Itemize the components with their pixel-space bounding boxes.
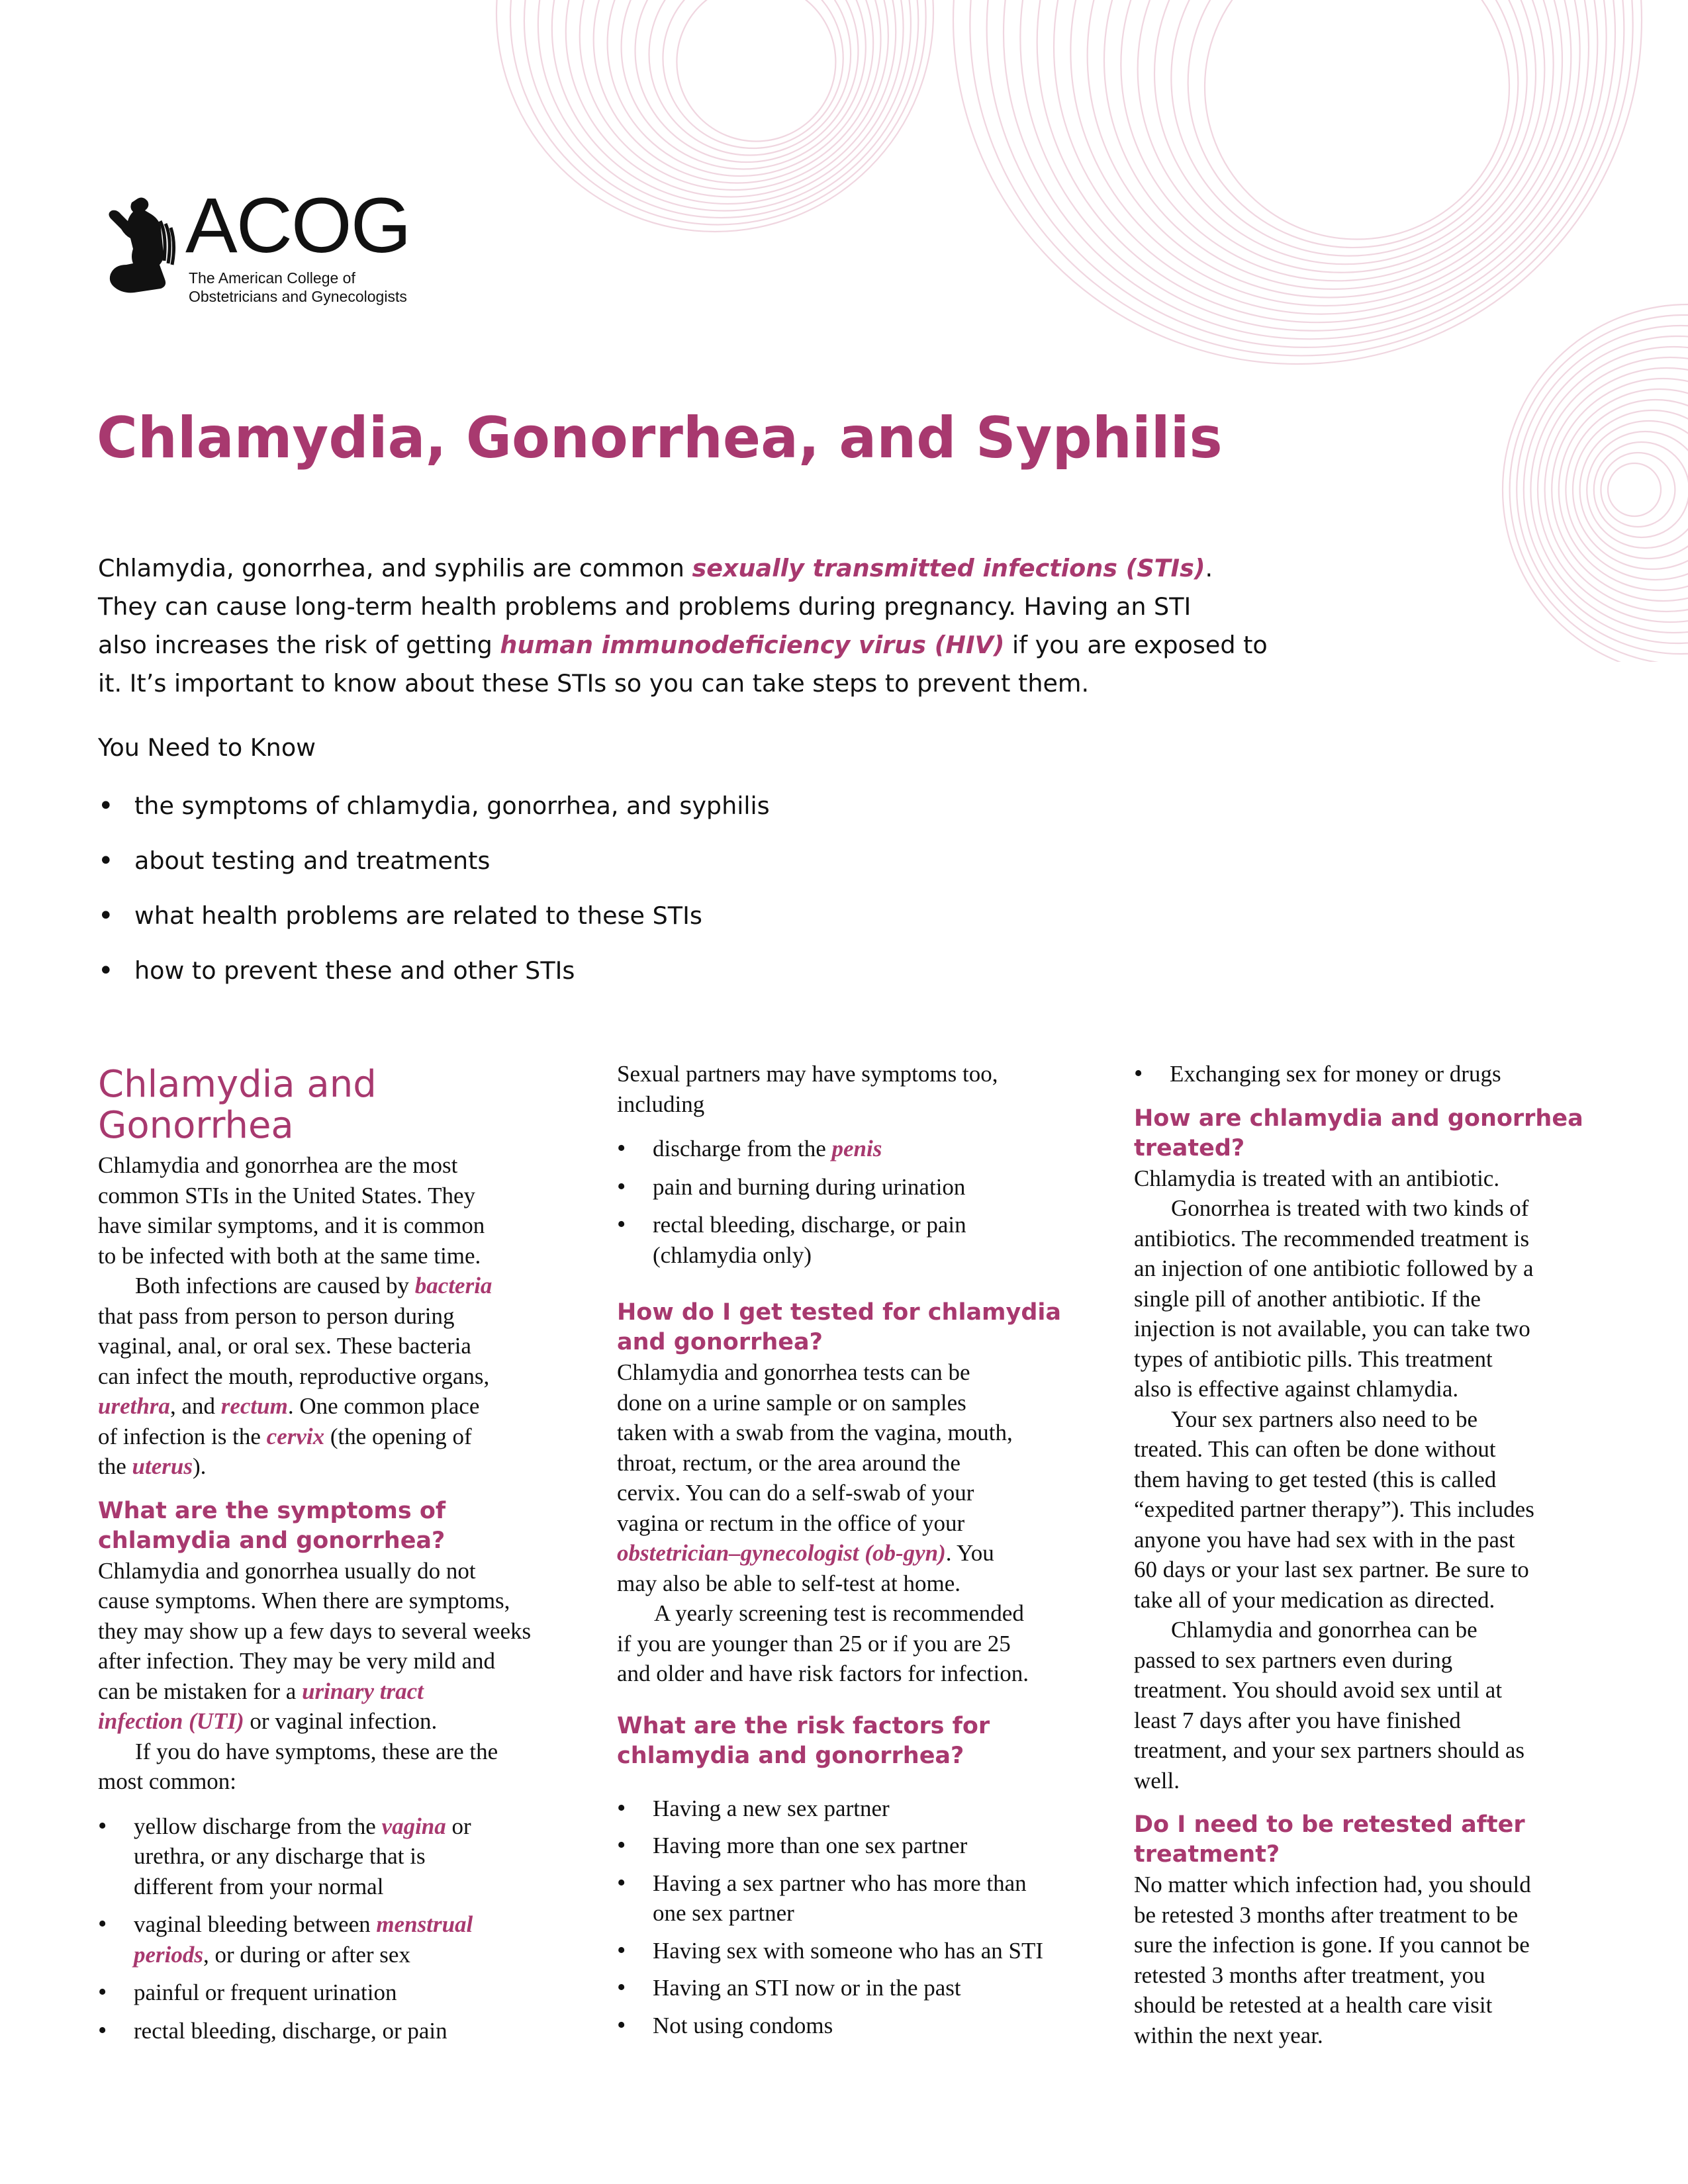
logo-subtitle (189, 269, 407, 306)
decorative-arc (1580, 421, 1688, 559)
text-line (98, 1391, 561, 1422)
subheading-testing (617, 1298, 1080, 1357)
text: can be mistaken for a (98, 1678, 303, 1704)
text-line: Chlamydia and gonorrhea usually do not (98, 1557, 476, 1584)
text-line: • painful or frequent urination (134, 1979, 397, 2005)
intro-line: it. It’s important to know about these STIs so you can take steps to prevent them. (98, 669, 1090, 698)
risk-factors-list (617, 1794, 1080, 2041)
text-line: have similar symptoms, and it is common (98, 1212, 485, 1238)
text-line: “expedited partner therapy”). This includes (1134, 1496, 1534, 1522)
text: yellow discharge from the (134, 1813, 382, 1839)
text-line: No matter which infection had, you should (1134, 1872, 1531, 1897)
glossary-link-uti[interactable]: urinary tract (302, 1678, 424, 1704)
paragraph (1134, 1404, 1597, 1615)
text-line: A yearly screening test is recommended (654, 1600, 1024, 1626)
text-line (98, 1676, 561, 1707)
text-line: • Not using condoms (653, 2012, 833, 2038)
acog-logo (99, 182, 424, 310)
decorative-arc (608, 0, 874, 176)
text-line: can infect the mouth, reproductive organs, (98, 1363, 490, 1389)
list-item (98, 1978, 561, 2008)
text-line: done on a urine sample or on samples (617, 1389, 966, 1416)
text-line: may also be able to self-test at home. (617, 1570, 961, 1596)
decorative-arc (1608, 463, 1661, 516)
paragraph (98, 1556, 561, 1737)
list-item (617, 1210, 1080, 1270)
text-line (134, 1909, 561, 1940)
text-line (653, 1134, 1080, 1164)
text-line: Gonorrhea is treated with two kinds of (1171, 1195, 1529, 1221)
text-line: within the next year. (1134, 2022, 1323, 2048)
heading-line: How are chlamydia and gonorrhea (1134, 1105, 1583, 1132)
paragraph (1134, 1163, 1597, 1194)
glossary-link-bacteria[interactable]: bacteria (414, 1273, 492, 1298)
text-line: Chlamydia and gonorrhea are the most (98, 1152, 458, 1178)
logo-subtitle-line-1: The American College of (189, 269, 355, 287)
text: also increases the risk of getting (98, 631, 500, 659)
text-line: treatment. You should avoid sex until at (1134, 1677, 1503, 1703)
list-item (617, 1868, 1080, 1929)
heading-line: What are the symptoms of (98, 1497, 446, 1524)
text-line: should be retested at a health care visit (1134, 1992, 1493, 2018)
text: . One common place (287, 1393, 480, 1419)
glossary-link-vagina[interactable]: vagina (381, 1813, 446, 1839)
heading-line: What are the risk factors for (617, 1712, 990, 1739)
symptoms-list (98, 1811, 561, 2046)
text-line: one sex partner (653, 1900, 794, 1926)
decorative-arc (970, 0, 1632, 355)
text: or vaginal infection. (244, 1708, 438, 1734)
heading-line: How do I get tested for chlamydia (617, 1299, 1062, 1326)
mother-child-figure-icon (99, 195, 185, 300)
section-heading (98, 1064, 561, 1146)
text-line: be retested 3 months after treatment to be (1134, 1901, 1519, 1928)
text: or (445, 1813, 471, 1839)
list-item (98, 2016, 561, 2046)
text-line: injection is not available, you can take two (1134, 1316, 1530, 1342)
heading-line: treatment? (1134, 1841, 1280, 1868)
logo-wordmark: ACOG (185, 182, 410, 269)
text-line: • Having sex with someone who has an STI (653, 1937, 1044, 1964)
intro-line (98, 626, 1268, 664)
list-item (617, 1134, 1080, 1164)
text-line: most common: (98, 1768, 237, 1794)
partner-symptoms-list (617, 1134, 1080, 1270)
text-line: • Having more than one sex partner (653, 1833, 968, 1858)
logo-subtitle-line-2: Obstetricians and Gynecologists (189, 288, 407, 305)
paragraph (1134, 1615, 1597, 1796)
list-item (617, 1973, 1080, 2003)
text-line: • Having a sex partner who has more than (653, 1870, 1027, 1896)
glossary-link-urethra[interactable]: urethra (98, 1393, 170, 1419)
decorative-arc (1020, 0, 1606, 331)
list-item: • what health problems are related to these STIs (98, 897, 770, 952)
text-line: after infection. They may be very mild and (98, 1648, 495, 1674)
text: Chlamydia, gonorrhea, and syphilis are common (98, 554, 692, 582)
text-line: Chlamydia and gonorrhea tests can be (617, 1359, 970, 1385)
text: , or during or after sex (203, 1941, 410, 1968)
heading-line: Do I need to be retested after (1134, 1811, 1525, 1838)
text-line: common STIs in the United States. They (98, 1182, 475, 1208)
text-line: cervix. You can do a self-swab of your (617, 1480, 974, 1506)
text-line: them having to get tested (this is called (1134, 1466, 1497, 1492)
text: ). (192, 1453, 207, 1479)
glossary-link-cervix[interactable]: cervix (266, 1423, 325, 1449)
list-item (617, 1831, 1080, 1861)
text-line: single pill of another antibiotic. If the (1134, 1285, 1481, 1312)
heading-line: treated? (1134, 1134, 1245, 1161)
text-line: take all of your medication as directed. (1134, 1586, 1495, 1613)
text-line: least 7 days after you have finished (1134, 1707, 1461, 1733)
text-line: passed to sex partners even during (1134, 1647, 1453, 1673)
heading-line: Gonorrhea (98, 1104, 294, 1147)
heading-line: and gonorrhea? (617, 1329, 823, 1355)
text-line: including (617, 1091, 705, 1117)
glossary-link-uti[interactable]: infection (UTI) (98, 1708, 244, 1734)
glossary-link-menstrual-periods[interactable]: menstrual (376, 1911, 473, 1937)
column-1 (98, 1059, 561, 2046)
decorative-arc (552, 0, 904, 204)
paragraph (98, 1737, 561, 1797)
decorative-arc (1587, 432, 1688, 548)
text-line: vaginal, anal, or oral sex. These bacteria (98, 1333, 471, 1359)
paragraph (617, 1059, 1080, 1119)
column-2 (617, 1059, 1080, 2040)
text-line: 60 days or your last sex partner. Be sure to (1134, 1557, 1529, 1582)
text-line: (chlamydia only) (653, 1242, 812, 1268)
text-line: Sexual partners may have symptoms too, (617, 1061, 998, 1087)
text-line: different from your normal (134, 1873, 384, 1899)
column-3 (1134, 1059, 1597, 2050)
heading-line: chlamydia and gonorrhea? (98, 1527, 445, 1554)
text-line: • rectal bleeding, discharge, or pain (653, 1212, 966, 1238)
text-line: Chlamydia is treated with an antibiotic. (1134, 1165, 1500, 1191)
text-line: treated. This can often be done without (1134, 1436, 1496, 1462)
text-line: retested 3 months after treatment, you (1134, 1962, 1485, 1988)
text: Both infections are caused by (135, 1273, 415, 1298)
decorative-arc (677, 0, 835, 142)
subheading-risk-factors (617, 1711, 1080, 1771)
decorative-arc (663, 0, 843, 148)
glossary-link-penis[interactable]: penis (831, 1136, 882, 1161)
intro-paragraph (98, 549, 1268, 703)
paragraph (617, 1598, 1080, 1689)
glossary-link-hiv[interactable]: human immunodeficiency virus (HIV) (500, 631, 1005, 659)
list-item (617, 1936, 1080, 1966)
text: . You (945, 1540, 994, 1566)
text-line: sure the infection is gone. If you cannot be (1134, 1932, 1530, 1958)
text-line: cause symptoms. When there are symptoms, (98, 1588, 510, 1614)
text-line: • Having an STI now or in the past (653, 1975, 961, 2001)
text-line: anyone you have had sex with in the past (1134, 1526, 1515, 1553)
text-line: an injection of one antibiotic followed by a (1134, 1255, 1534, 1281)
text-line: and older and have risk factors for infection. (617, 1661, 1029, 1686)
glossary-link-sti[interactable]: sexually transmitted infections (STIs) (692, 554, 1205, 582)
decorative-arc (987, 0, 1624, 347)
text-line: Chlamydia and gonorrhea can be (1171, 1617, 1477, 1643)
list-item (98, 1811, 561, 1902)
subheading-symptoms (98, 1496, 561, 1556)
text-line: they may show up a few days to several weeks (98, 1617, 532, 1644)
text-line: • Having a new sex partner (653, 1795, 890, 1821)
list-item (617, 2011, 1080, 2041)
text: . (1205, 554, 1213, 582)
text-line (98, 1271, 561, 1301)
text-line: that pass from person to person during (98, 1302, 455, 1329)
text-line: throat, rectum, or the area around the (617, 1449, 961, 1476)
list-item: • how to prevent these and other STIs (98, 952, 770, 1007)
glossary-link-ob-gyn[interactable]: obstetrician–gynecologist (ob-gyn) (617, 1540, 946, 1566)
decorative-arc (1121, 0, 1553, 281)
text-line: antibiotics. The recommended treatment is (1134, 1225, 1530, 1251)
paragraph (98, 1150, 561, 1271)
decorative-arc (1573, 410, 1688, 569)
text-line: • rectal bleeding, discharge, or pain (134, 2017, 447, 2044)
decorative-arc (649, 0, 851, 156)
paragraph (1134, 1870, 1597, 2050)
decorative-arc (1524, 336, 1688, 643)
text-line: Your sex partners also need to be (1171, 1406, 1478, 1432)
decorative-arc (566, 0, 896, 197)
text-line: urethra, or any discharge that is (134, 1843, 426, 1869)
text: discharge from the (653, 1136, 832, 1161)
decorative-arc (622, 0, 866, 169)
text-line (617, 1538, 1080, 1569)
decorative-arc (1538, 357, 1688, 622)
decorative-arc (1088, 0, 1571, 297)
text-line: also is effective against chlamydia. (1134, 1376, 1459, 1402)
text-line (134, 1940, 561, 1970)
glossary-link-rectum[interactable]: rectum (220, 1393, 288, 1419)
text-line: If you do have symptoms, these are the (135, 1738, 498, 1764)
text: the (98, 1453, 132, 1479)
intro-line (98, 549, 1263, 588)
decorative-arc (524, 0, 918, 218)
decorative-arc (1566, 400, 1688, 580)
text-line: types of antibiotic pills. This treatment (1134, 1345, 1493, 1372)
text-line (98, 1422, 561, 1452)
text-line: if you are younger than 25 or if you are 25 (617, 1630, 1011, 1657)
need-to-know-list (98, 788, 770, 1007)
text-line: taken with a swab from the vagina, mouth, (617, 1420, 1013, 1445)
text-line (98, 1451, 561, 1482)
text-line: to be infected with both at the same time. (98, 1242, 481, 1269)
text-line: well. (1134, 1767, 1180, 1794)
subheading-retest (1134, 1810, 1597, 1870)
text: if you are exposed to (1004, 631, 1268, 659)
list-item (617, 1794, 1080, 1824)
list-item: • the symptoms of chlamydia, gonorrhea, and syphilis (98, 788, 770, 842)
text: , and (169, 1393, 221, 1419)
risk-factors-list-continued (1134, 1059, 1597, 1089)
text: of infection is the (98, 1423, 267, 1449)
text: vaginal bleeding between (134, 1911, 377, 1937)
decorative-arc (953, 0, 1642, 364)
text-line: vagina or rectum in the office of your (617, 1510, 965, 1536)
list-item (1134, 1059, 1597, 1089)
intro-line: They can cause long-term health problems and problems during pregnancy. Having an STI (98, 592, 1192, 621)
need-to-know-heading: You Need to Know (98, 733, 316, 762)
page-title: Chlamydia, Gonorrhea, and Syphilis (97, 405, 1223, 471)
subheading-treatment (1134, 1104, 1597, 1163)
text-line (98, 1706, 561, 1737)
list-item (617, 1172, 1080, 1203)
heading-line: Chlamydia and (98, 1063, 377, 1106)
decorative-arc (1559, 389, 1688, 590)
list-item (98, 1909, 561, 1970)
text-line: • pain and burning during urination (653, 1173, 966, 1200)
text-line: treatment, and your sex partners should as (1134, 1737, 1524, 1763)
paragraph (98, 1271, 561, 1482)
text: (the opening of (324, 1423, 472, 1449)
text-line (134, 1811, 561, 1842)
glossary-link-uterus[interactable]: uterus (132, 1453, 193, 1479)
decorative-arc (1171, 0, 1526, 256)
decorative-arc (1205, 0, 1509, 240)
paragraph (1134, 1193, 1597, 1404)
paragraph (617, 1357, 1080, 1598)
glossary-link-menstrual-periods[interactable]: periods (134, 1941, 203, 1968)
text-line: • Exchanging sex for money or drugs (1170, 1061, 1501, 1087)
list-item: • about testing and treatments (98, 842, 770, 897)
heading-line: chlamydia and gonorrhea? (617, 1742, 964, 1769)
